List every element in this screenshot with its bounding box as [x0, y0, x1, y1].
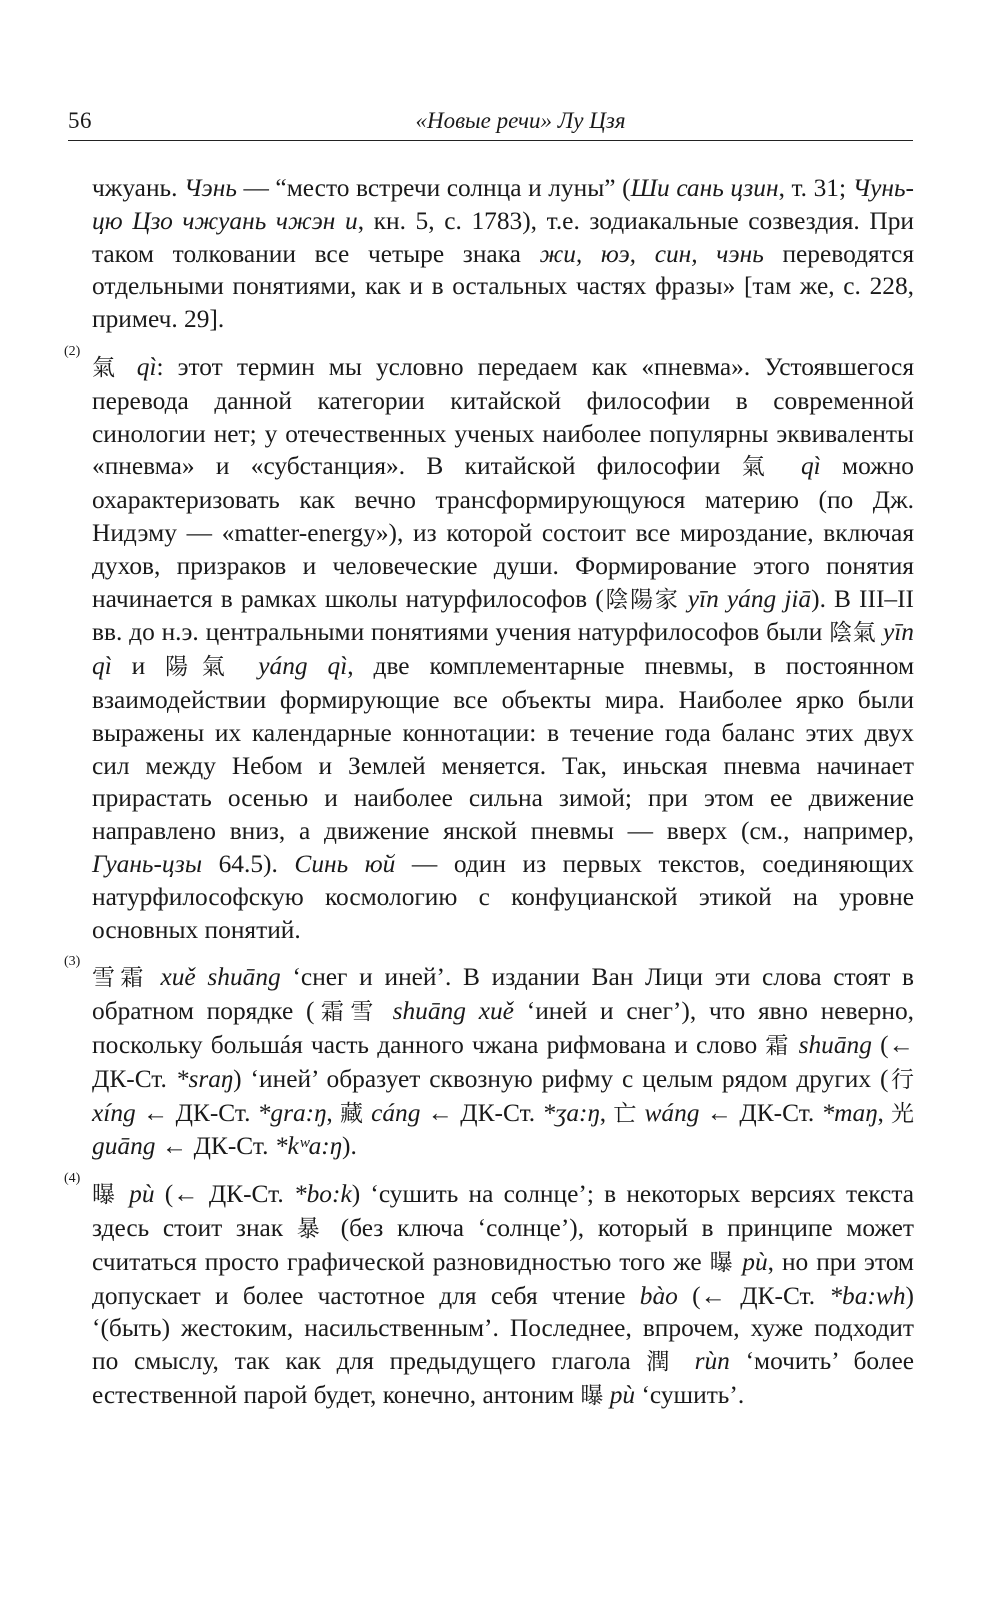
text-run: (← ДК-Ст. [154, 1180, 294, 1209]
italic-run: Чэнь [184, 174, 237, 202]
italic-run: yīn qì [92, 618, 914, 681]
text-run: ← ДК-Ст. [155, 1132, 275, 1161]
italic-run: xíng [92, 1098, 136, 1127]
cjk-run: 光 [891, 1100, 915, 1127]
cjk-run: 氣 [741, 454, 780, 481]
italic-run: yáng qì [258, 652, 348, 681]
italic-run: *sraŋ [175, 1064, 234, 1093]
footnote-3 [64, 954, 915, 1163]
text-run: ) ‘сушить на солнце’; в некоторых версиях текста здесь стоит знак [92, 1180, 915, 1242]
italic-run: rùn [694, 1347, 730, 1376]
italic-run: *ʒa:ŋ [542, 1098, 600, 1127]
running-head [68, 100, 913, 141]
continuation-paragraph [92, 172, 914, 336]
italic-run: Синь юй [294, 849, 396, 878]
italic-run: yīn yáng jiā [687, 584, 812, 613]
text-run: ← ДК-Ст. [699, 1098, 822, 1127]
text-run: переводятся отдельными понятиями, как и в остальных частях фразы» [там же, с. 228, примеч. 29]. [92, 239, 914, 334]
text-run: ← ДК-Ст. [420, 1098, 543, 1127]
italic-run: pù [129, 1180, 155, 1209]
cjk-run: 潤 [646, 1349, 679, 1376]
cjk-run: 霜 [765, 1032, 791, 1059]
cjk-run: 氣 [92, 354, 123, 381]
italic-run: Чунь-цю Цзо чжуань чжэн и [92, 174, 914, 235]
text-run: , т. 31; [778, 174, 853, 202]
text-run: , [877, 1098, 892, 1127]
cjk-run: 霜雪 [314, 999, 380, 1026]
text-run: чжуань. [92, 174, 185, 202]
cjk-run: 曝 [709, 1249, 735, 1276]
italic-run: *maŋ [821, 1098, 878, 1127]
cjk-run: 陽氣 [165, 654, 239, 681]
text-run: , [326, 1098, 340, 1127]
italic-run: *bo:k [293, 1180, 352, 1209]
cjk-run: 曝 [580, 1382, 604, 1409]
italic-run: жи, юэ, син, чэнь [539, 239, 764, 268]
text-run: , но при этом допускает и более частотное для себя чтение [92, 1247, 914, 1310]
italic-run: pù [742, 1247, 768, 1276]
text-run: ‘иней и снег’), что явно неверно, поскольку большáя часть данного чжана рифмована и слово [92, 997, 914, 1059]
footnote-number: (2) [64, 343, 81, 359]
text-run: ‘мочить’ более естественной парой будет, конечно, антоним [92, 1347, 914, 1409]
text-run: — один из первых текстов, соединяющих натурфилософскую космологию с конфуцианской этикой на уровне основных понятий. [92, 849, 914, 944]
text-run: — “место встречи солнца и луны” ( [236, 174, 631, 202]
text-run: ← ДК-Ст. [135, 1098, 258, 1127]
cjk-run: 行 [888, 1066, 914, 1093]
text-run: (← ДК-Ст. [92, 1030, 915, 1093]
italic-run: Гуань-цзы [92, 849, 203, 878]
cjk-run: 雪霜 [92, 965, 149, 992]
italic-run: *kʷa:ŋ [274, 1132, 342, 1161]
text-run: 64.5). [202, 849, 295, 878]
italic-run: cáng [371, 1098, 421, 1127]
footnote-number: (4) [64, 1171, 81, 1187]
italic-run: shuāng [798, 1030, 872, 1059]
italic-run: qì [136, 352, 157, 381]
text-run: ) ‘иней’ образует сквозную рифму с целым рядом других ( [233, 1064, 889, 1093]
text-run: , [599, 1098, 614, 1127]
text-run: можно охарактеризовать как вечно трансформирующуюся материю (по Дж. Нидэму — «matter-energy»), из которой состоит все мироздание, включая духов, призраков и человеческие души. Формирование этого понятия начинается в рамках школы натурфилософов ( [92, 452, 915, 613]
italic-run: shuāng xuě [392, 997, 514, 1026]
italic-run: wáng [644, 1098, 700, 1127]
cjk-run: 陰陽家 [603, 586, 680, 613]
cjk-run: 亡 [613, 1100, 638, 1127]
text-run: ‘сушить’. [635, 1380, 745, 1409]
running-title: «Новые речи» Лу Цзя [415, 108, 626, 133]
italic-run: qì [800, 452, 821, 481]
cjk-run: 暴 [296, 1215, 328, 1242]
body-text [64, 172, 915, 1413]
text-run: , кн. 5, с. 1783), т.е. зодиакальные созвездия. При таком толковании все четыре знака [92, 206, 914, 268]
text-run: (без ключа ‘солнце’), который в принципе может считаться просто графической разновидностью того же [92, 1213, 914, 1276]
footnote-4 [64, 1171, 915, 1413]
cjk-run: 曝 [92, 1182, 119, 1209]
italic-run: guāng [92, 1132, 156, 1161]
text-run: ). [342, 1132, 357, 1161]
footnote-2 [64, 343, 915, 946]
cjk-run: 藏 [339, 1100, 364, 1127]
italic-run: bào [639, 1281, 678, 1310]
text-run: и [111, 652, 166, 681]
italic-run: xuě shuāng [160, 963, 281, 992]
text-run: : этот термин мы условно передаем как «пневма». Устоявшегося перевода данной категории китайской философии в современной синологии нет; у отечественных ученых наиболее популярны эквиваленты «пневма» и «субстанция». В китайской философии [92, 352, 914, 481]
italic-run: *ba:wh [829, 1281, 906, 1310]
page-number: 56 [68, 108, 92, 133]
italic-run: Ши сань цзин [630, 174, 779, 202]
italic-run: pù [609, 1380, 636, 1409]
text-run: (← ДК-Ст. [677, 1281, 830, 1310]
italic-run: *gra:ŋ [257, 1098, 327, 1127]
text-run: ) ‘(быть) жестоким, насильственным’. Последнее, впрочем, хуже подходит по смыслу, так как для предыдущего глагола [92, 1281, 914, 1376]
footnote-number: (3) [64, 954, 81, 970]
text-run: , две комплементарные пневмы, в постоянном взаимодействии формирующие все объекты мира. Наиболее ярко были выражены их календарные коннотации: в течение года баланс этих двух сил между Небом и Землей меняется. Так, иньская пневма начинает прирастать осенью и наиболее сильна зимой; при этом ее движение направлено вниз, а движение янской пневмы — вверх (см., например, [92, 652, 915, 846]
text-run: ). В III–II вв. до н.э. центральными понятиями учения натурфилософов были [92, 584, 915, 647]
text-run: ‘снег и иней’. В издании Ван Лици эти слова стоят в обратном порядке ( [92, 963, 914, 1026]
cjk-run: 陰氣 [829, 620, 877, 647]
